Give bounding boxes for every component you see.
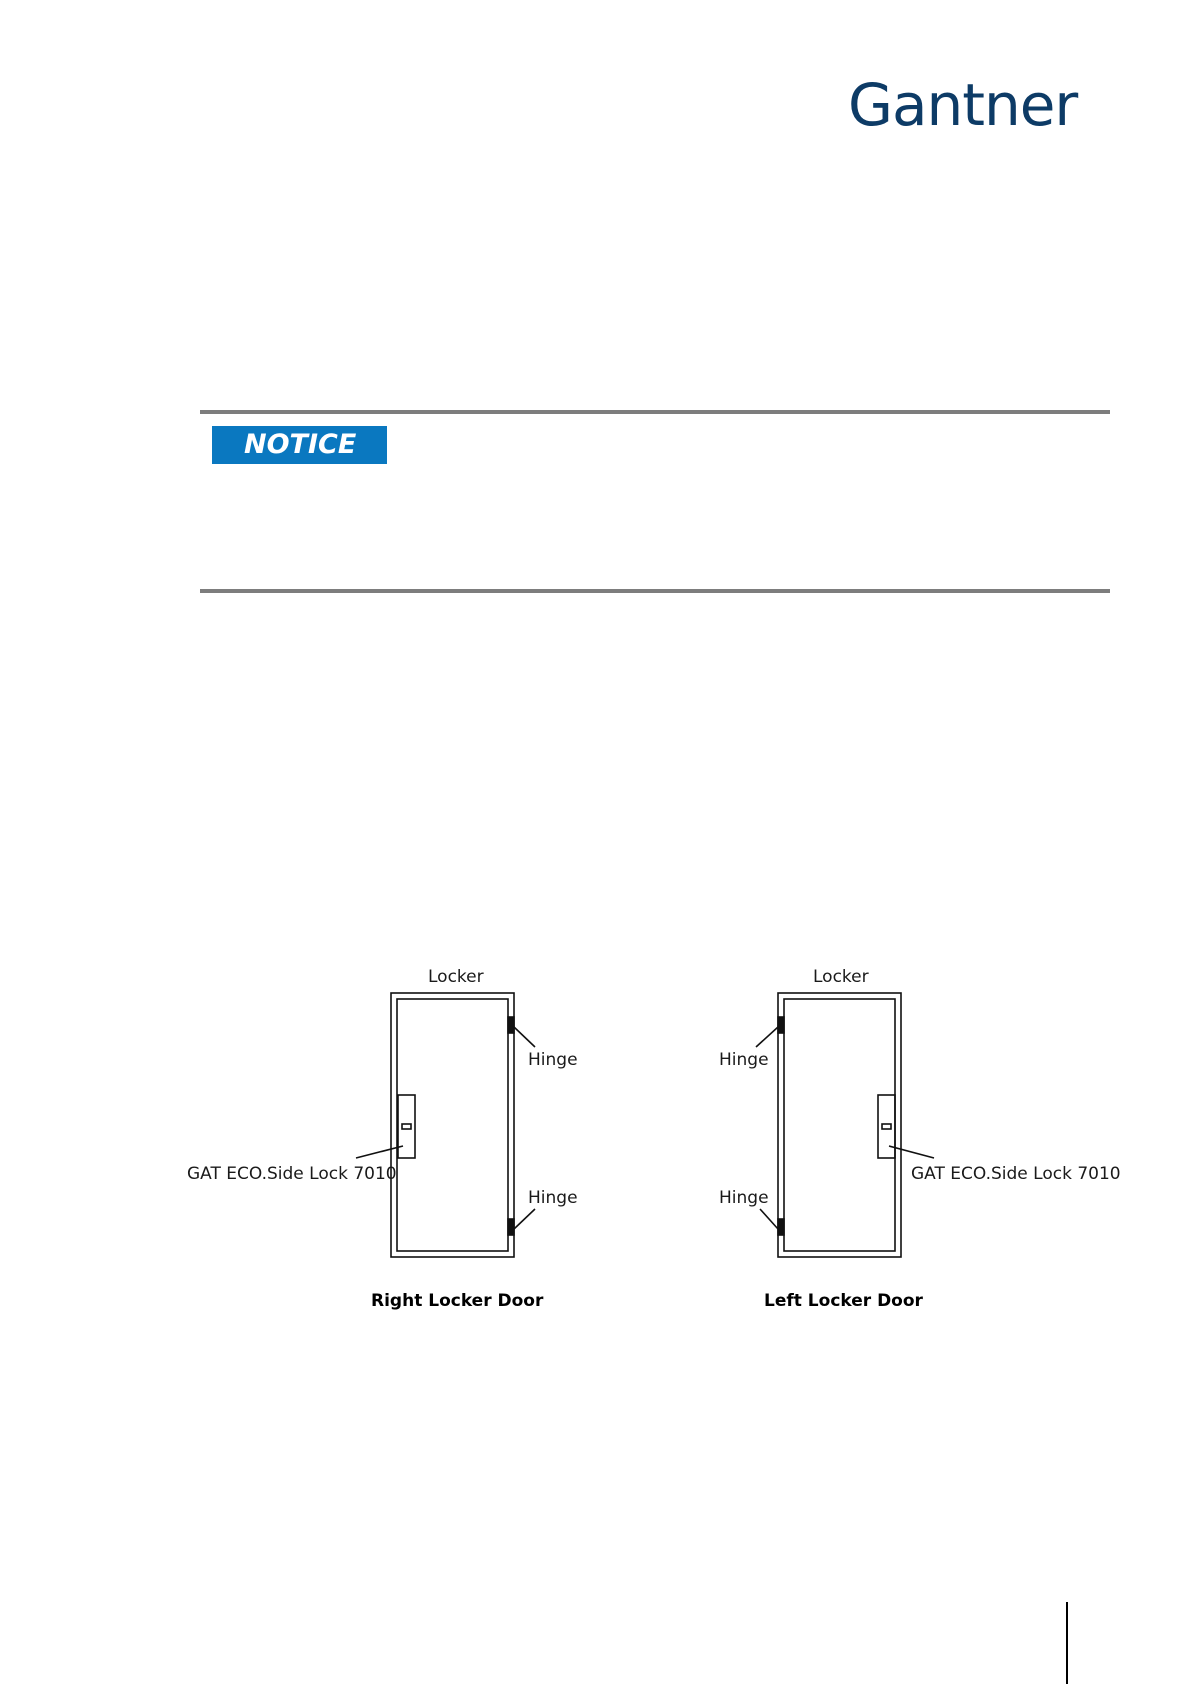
right-door-hinge-lower-leader xyxy=(514,1209,535,1229)
gantner-logo: Gantner xyxy=(848,71,1078,139)
left-door-hinge-upper-leader xyxy=(756,1027,778,1047)
left-locker-door-drawing xyxy=(756,993,934,1257)
left-door-hinge-upper-label: Hinge xyxy=(719,1050,769,1070)
left-door-caption: Left Locker Door xyxy=(764,1291,923,1311)
left-door-lock-slot xyxy=(882,1124,891,1129)
left-door-hinge-lower xyxy=(778,1219,784,1235)
right-door-hinge-upper-leader xyxy=(514,1027,535,1047)
right-door-hinge-lower-label: Hinge xyxy=(528,1188,578,1208)
right-door-lock-label: GAT ECO.Side Lock 7010 xyxy=(187,1164,397,1184)
left-door-locker-label: Locker xyxy=(813,967,869,987)
right-door-lock-leader xyxy=(356,1146,403,1158)
page-edge-marker xyxy=(1066,1602,1068,1684)
right-locker-door-drawing xyxy=(356,993,535,1257)
left-door-lock-label: GAT ECO.Side Lock 7010 xyxy=(911,1164,1121,1184)
right-door-inner-panel xyxy=(397,999,508,1251)
right-door-hinge-upper xyxy=(508,1017,514,1033)
right-door-hinge-lower xyxy=(508,1219,514,1235)
left-door-hinge-lower-leader xyxy=(760,1209,778,1229)
right-door-lock-slot xyxy=(402,1124,411,1129)
left-door-hinge-upper xyxy=(778,1017,784,1033)
right-door-caption: Right Locker Door xyxy=(371,1291,544,1311)
notice-badge: NOTICE xyxy=(212,426,387,464)
right-door-hinge-upper-label: Hinge xyxy=(528,1050,578,1070)
left-door-lock-body xyxy=(878,1095,895,1158)
right-door-lock-body xyxy=(398,1095,415,1158)
right-door-locker-label: Locker xyxy=(428,967,484,987)
right-door-outer-frame xyxy=(391,993,514,1257)
left-door-hinge-lower-label: Hinge xyxy=(719,1188,769,1208)
